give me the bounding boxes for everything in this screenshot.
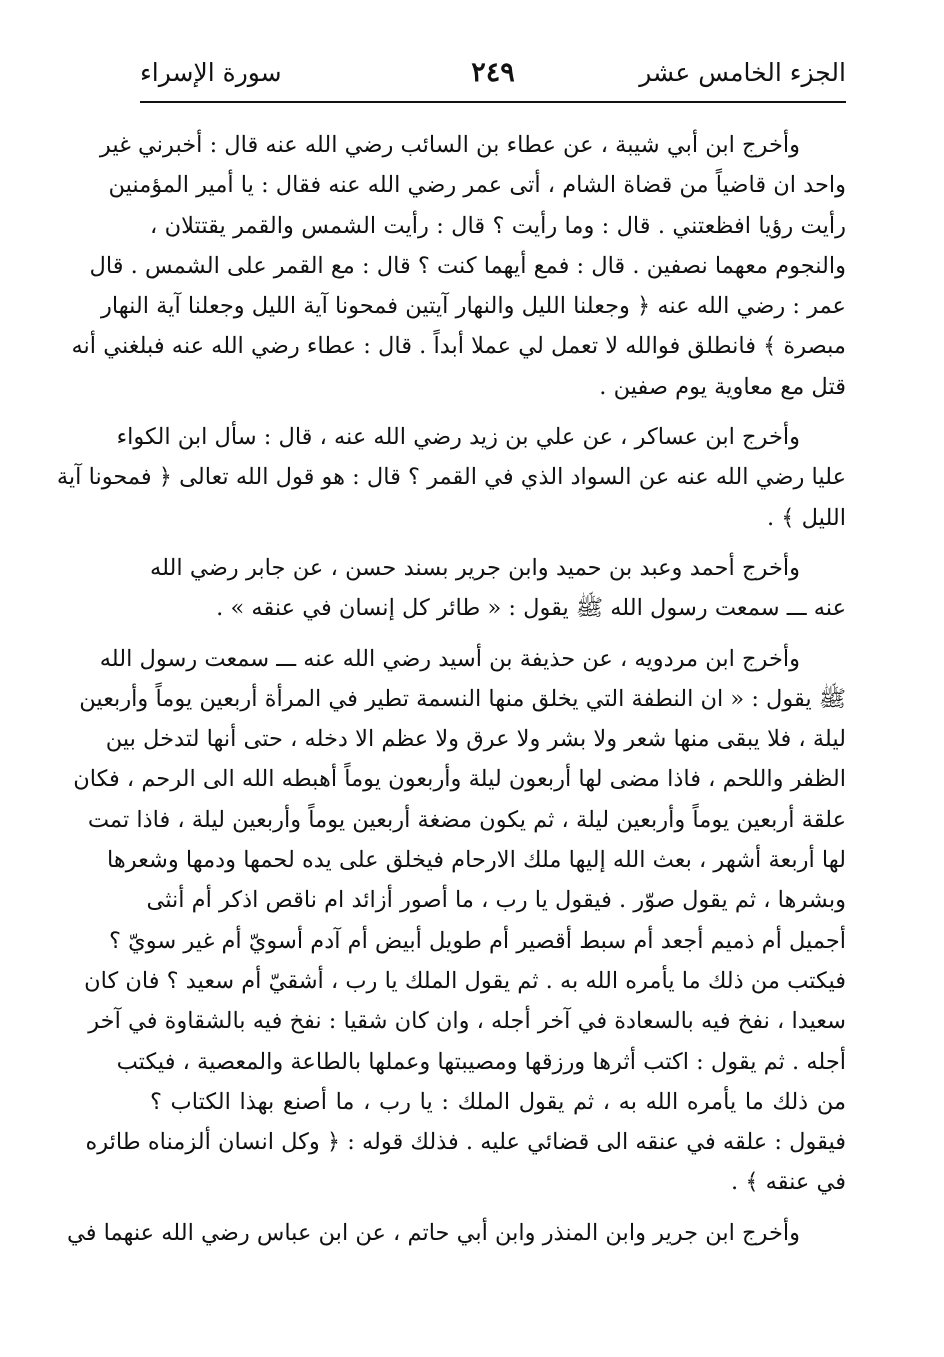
text-line: سعيدا ، نفخ فيه بالسعادة في آخر أجله ، وان كان شقيا : نفخ فيه بالشقاوة في آخر <box>88 1008 846 1035</box>
paragraph <box>150 548 846 629</box>
text-line: قتل مع معاوية يوم صفين . <box>599 373 846 400</box>
text-line: والنجوم معهما نصفين . قال : فمع أيهما كنت ؟ قال : مع القمر على الشمس . قال <box>89 252 846 279</box>
text-line: فيكتب من ذلك ما يأمره الله به . ثم يقول الملك يا رب ، أشقيّ أم سعيد ؟ فان كان <box>84 967 846 994</box>
text-line: ﷺ يقول : « ان النطفة التي يخلق منها النسمة تطير في المرأة أربعين يوماً وأربعين <box>79 685 846 712</box>
text-line: عليا رضي الله عنه عن السواد الذي في القمر ؟ قال : هو قول الله تعالى ﴿ فمحونا آية <box>56 464 846 491</box>
text-line: لها أربعة أشهر ، بعث الله إليها ملك الارحام فيخلق على يده لحمها ودمها وشعرها <box>107 847 846 874</box>
text-line: وأخرج ابن مردويه ، عن حذيفة بن أسيد رضي الله عنه ـــ سمعت رسول الله <box>99 645 800 672</box>
paragraph <box>71 125 846 407</box>
text-line: في عنقه ﴾ . <box>731 1169 846 1196</box>
text-line: وأخرج أحمد وعبد بن حميد وابن جرير بسند حسن ، عن جابر رضي الله <box>150 554 800 581</box>
text-line: أجله . ثم يقول : اكتب أثرها ورزقها ومصيبتها وعملها بالطاعة والمعصية ، فيكتب <box>116 1048 846 1075</box>
text-line: الظفر واللحم ، فاذا مضى لها أربعون ليلة وأربعون يوماً أهبطه الله الى الرحم ، فكان <box>73 766 846 793</box>
text-line: عمر : رضي الله عنه ﴿ وجعلنا الليل والنهار آيتين فمحونا آية الليل وجعلنا آية النهار <box>101 293 846 320</box>
surah-title: سورة الإسراء <box>140 57 282 87</box>
text-line: عنه ـــ سمعت رسول الله ﷺ يقول : « طائر كل إنسان في عنقه » . <box>216 595 846 622</box>
header-rule <box>140 101 846 103</box>
text-line: رأيت رؤيا افظعتني . قال : وما رأيت ؟ قال : رأيت الشمس والقمر يقتتلان ، <box>150 212 846 239</box>
text-line: الليل ﴾ . <box>766 504 846 531</box>
text-line: وأخرج ابن أبي شيبة ، عن عطاء بن السائب رضي الله عنه قال : أخبرني غير <box>99 132 800 158</box>
text-line: علقة أربعين يوماً وأربعين ليلة ، ثم يكون مضغة أربعين يوماً وأربعين ليلة ، فاذا تمت <box>87 806 846 833</box>
text-line: فيقول : علقه في عنقه الى قضائي عليه . فذلك قوله : ﴿ وكل انسان ألزمناه طائره <box>85 1129 846 1156</box>
page-number: ٢٤٩ <box>471 56 515 88</box>
text-line: وأخرج ابن عساكر ، عن علي بن زيد رضي الله عنه ، قال : سأل ابن الكواء <box>116 424 800 451</box>
paragraph <box>56 417 846 538</box>
text-line: وأخرج ابن جرير وابن المنذر وابن أبي حاتم ، عن ابن عباس رضي الله عنهما في <box>66 1219 800 1246</box>
text-line: ليلة ، فلا يبقى منها شعر ولا بشر ولا عرق ولا عظم الا دخله ، حتى أنها لتدخل بين <box>105 726 846 753</box>
text-line: وبشرها ، ثم يقول صوّر . فيقول يا رب ، ما أصور أزائد ام ناقص اذكر أم أنثى <box>146 887 846 914</box>
page-header <box>140 50 846 94</box>
part-title: الجزء الخامس عشر <box>639 57 846 87</box>
text-line: أجميل أم ذميم أجعد أم سبط أقصير أم طويل أبيض أم آدم أسويّ أم غير سويّ ؟ <box>109 927 846 954</box>
text-line: واحد ان قاضياً من قضاة الشام ، أتى عمر رضي الله عنه فقال : يا أمير المؤمنين <box>108 172 846 199</box>
paragraph <box>73 639 846 1203</box>
text-line: من ذلك ما يأمره الله به ، ثم يقول الملك : يا رب ، ما أصنع بهذا الكتاب ؟ <box>150 1088 846 1115</box>
paragraph <box>66 1213 846 1253</box>
text-line: مبصرة ﴾ فانطلق فوالله لا تعمل لي عملا أبداً . قال : عطاء رضي الله عنه فبلغني أنه <box>71 333 846 360</box>
page-body <box>56 125 846 1263</box>
